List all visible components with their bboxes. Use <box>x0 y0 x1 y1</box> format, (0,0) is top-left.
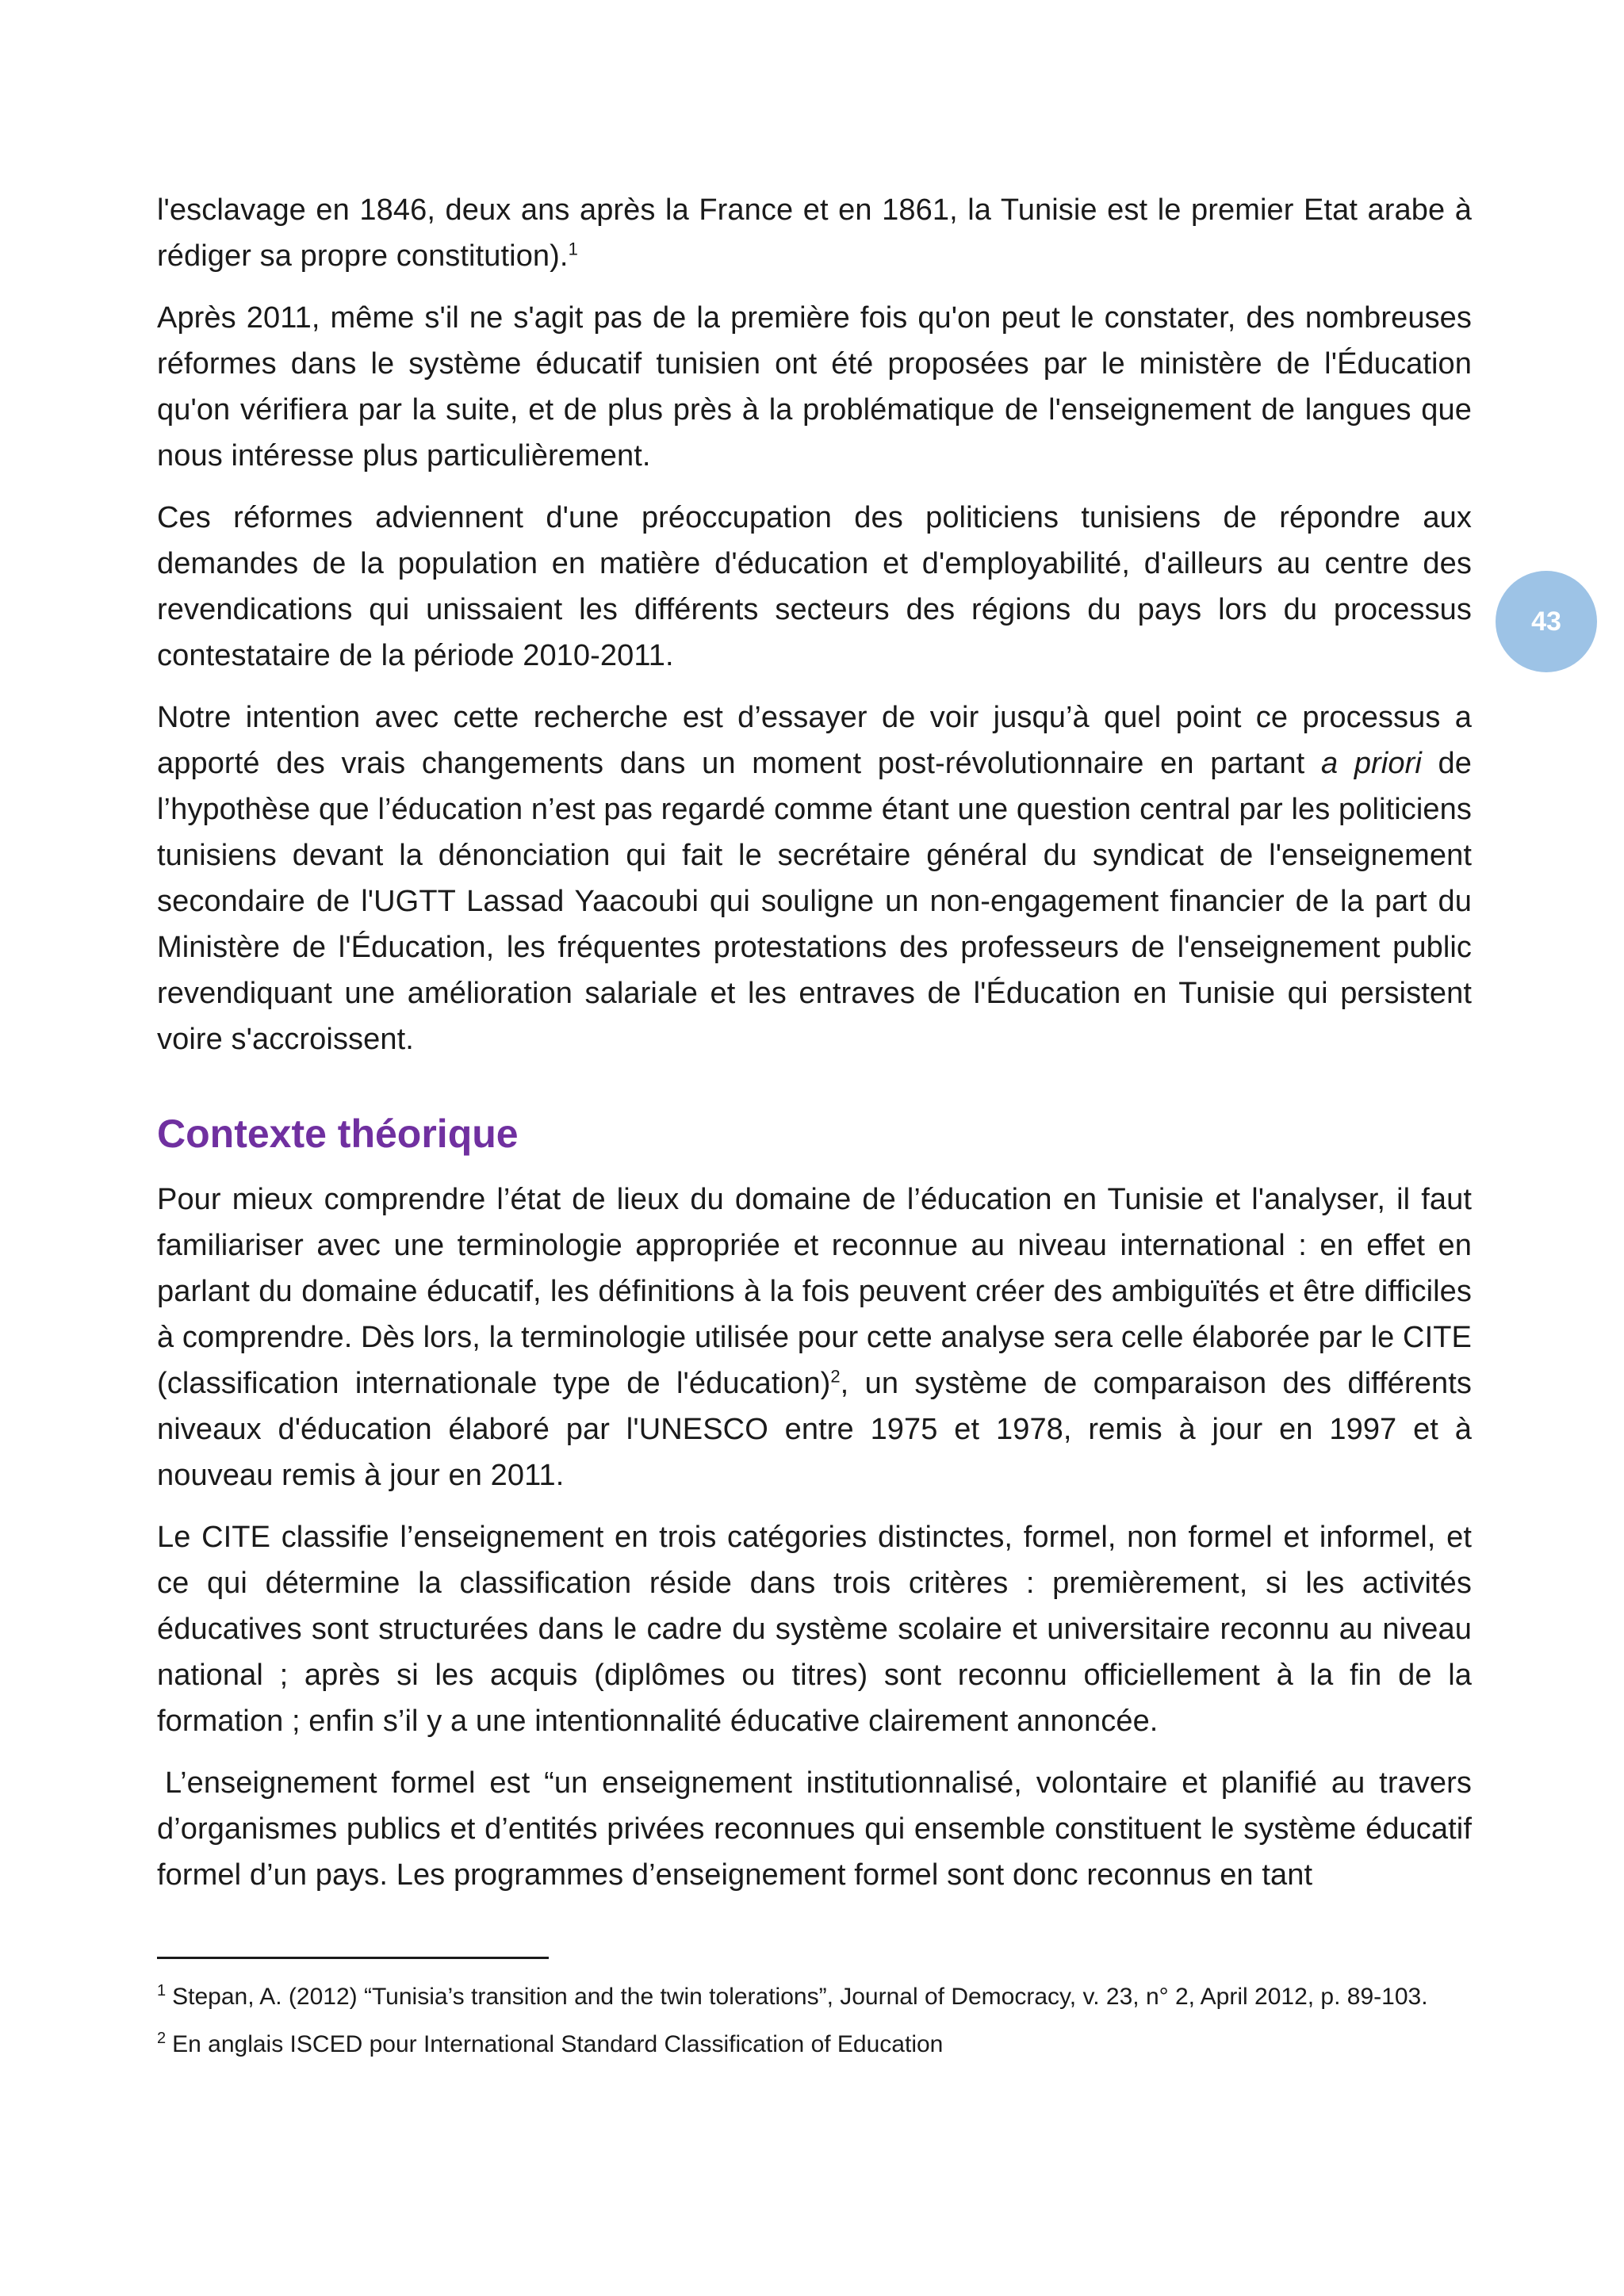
paragraph-4 <box>157 695 1472 1062</box>
section-heading: Contexte théorique <box>157 1112 519 1156</box>
footnote-2-mark: 2 <box>157 2030 167 2047</box>
page-number: 43 <box>1531 606 1561 637</box>
footnote-1-text: Stepan, A. (2012) “Tunisia’s transition and the twin tolerations”, Journal of Democracy, v. 23, n° 2, April 2012, p. 89-103. <box>172 1984 1428 2010</box>
paragraph-4-text-a: Notre intention avec cette recherche est d’essayer de voir jusqu’à quel point ce processus a apporté des vrais changements dans un moment post-révolutionnaire en partant <box>157 701 1472 780</box>
footnote-ref-1[interactable]: 1 <box>568 239 578 259</box>
footnotes <box>157 1979 1472 2074</box>
paragraph-3: Ces réformes adviennent d'une préoccupation des politiciens tunisiens de répondre aux demandes de la population en matière d'éducation et d'employabilité, d'ailleurs au centre des revendications qui unissaient les différents secteurs des régions du pays lors du processus contestataire de la période 2010-2011. <box>157 501 1472 672</box>
footnote-2 <box>157 2026 1472 2063</box>
paragraph-2: Après 2011, même s'il ne s'agit pas de la première fois qu'on peut le constater, des nombreuses réformes dans le système éducatif tunisien ont été proposées par le ministère de l'Éducation qu'on vérifiera par la suite, et de plus près à la problématique de l'enseignement de langues que nous intéresse plus particulièrement. <box>157 301 1472 473</box>
paragraph-4-text-b: de l’hypothèse que l’éducation n’est pas regardé comme étant une question central par les politiciens tunisiens devant la dénonciation qui fait le secrétaire général du syndicat de l'enseignement secondaire de l'UGTT Lassad Yaacoubi qui souligne un non-engagement financier de la part du Ministère de l'Éducation, les fréquentes protestations des professeurs de l'enseignement public revendiquant une amélioration salariale et les entraves de l'Éducation en Tunisie qui persistent voire s'accroissent. <box>157 747 1473 1056</box>
paragraph-1 <box>157 187 1472 279</box>
paragraph-6: Le CITE classifie l’enseignement en trois catégories distinctes, formel, non formel et informel, et ce qui détermine la classification réside dans trois critères : premièrement, si les activités éducatives sont structurées dans le cadre du système scolaire et universitaire reconnu au niveau national ; après si les acquis (diplômes ou titres) sont reconnu officiellement à la fin de la formation ; enfin s’il y a une intentionnalité éducative clairement annoncée. <box>157 1521 1472 1738</box>
footnote-ref-2[interactable]: 2 <box>830 1366 841 1387</box>
paragraph-4-italic: a priori <box>1320 747 1422 780</box>
footnote-2-text: En anglais ISCED pour International Standard Classification of Education <box>172 2031 944 2057</box>
paragraph-5 <box>157 1177 1472 1498</box>
page-number-badge <box>1496 571 1597 672</box>
footnote-1-mark: 1 <box>157 1982 167 1999</box>
footnote-1 <box>157 1979 1472 2015</box>
main-content <box>157 187 1472 1914</box>
paragraph-5-text-a: Pour mieux comprendre l’état de lieux du domaine de l’éducation en Tunisie et l'analyser, il faut familiariser avec une terminologie appropriée et reconnue au niveau international : en effet en parlant du domaine éducatif, les définitions à la fois peuvent créer des ambiguïtés et être difficiles à comprendre. Dès lors, la terminologie utilisée pour cette analyse sera celle élaborée par le CITE (classification internationale type de l'éducation) <box>157 1183 1472 1400</box>
paragraph-5-text-b: , un système de comparaison des différents niveaux d'éducation élaboré par l'UNESCO entre 1975 et 1978, remis à jour en 1997 et à nouveau remis à jour en 2011. <box>157 1367 1472 1492</box>
footnote-separator <box>157 1957 549 1959</box>
paragraph-1-text: l'esclavage en 1846, deux ans après la France et en 1861, la Tunisie est le premier Etat arabe à rédiger sa propre constitution). <box>157 193 1472 273</box>
paragraph-7: L’enseignement formel est “un enseignement institutionnalisé, volontaire et planifié au travers d’organismes publics et d’entités privées reconnues qui ensemble constituent le système éducatif formel d’un pays. Les programmes d’enseignement formel sont donc reconnus en tant <box>157 1766 1472 1892</box>
